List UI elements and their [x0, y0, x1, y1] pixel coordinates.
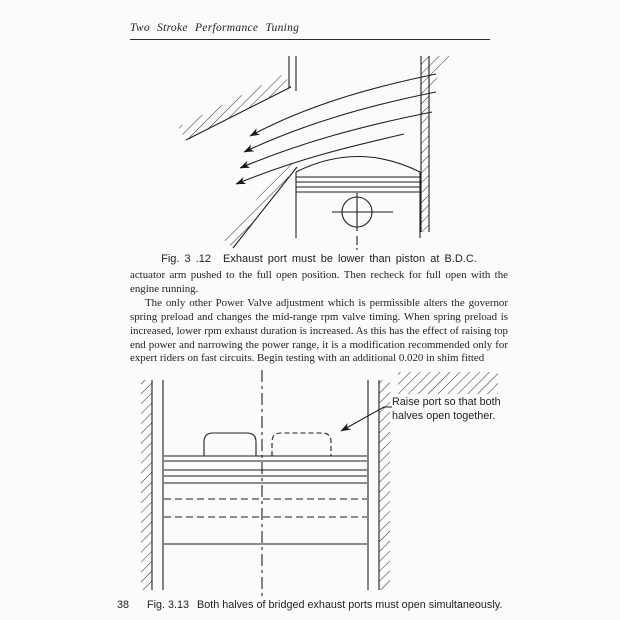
exhaust-duct-floor: [224, 160, 297, 248]
figure-3-13-label: Fig. 3.13: [147, 599, 190, 611]
port-half-solid: [204, 433, 256, 456]
figure-3-12-caption-text: Exhaust port must be lower than piston at B.D.C.: [223, 253, 477, 265]
body-text: [130, 269, 508, 366]
wall-section-hatch: [398, 372, 498, 394]
cylinder-wall-right: [421, 56, 452, 232]
paragraph-1: actuator arm pushed to the full open position. Then recheck for full open with the engine running.: [130, 269, 508, 295]
port-half-raised-dashed: [272, 433, 331, 456]
annotation-line-2: halves open together.: [392, 410, 496, 422]
figure-3-12-caption: [130, 253, 508, 265]
piston: [164, 456, 367, 544]
running-header: Two Stroke Performance Tuning: [130, 22, 300, 34]
figure-3-12-drawing: [150, 46, 510, 252]
annotation-line-1: Raise port so that both: [392, 396, 501, 408]
header-rule: [130, 39, 490, 40]
gudgeon-pin: [332, 193, 393, 250]
figure-3-13-annotation: [392, 395, 501, 423]
figure-3-12-label: Fig. 3 .12: [161, 253, 211, 265]
cylinder-wall-left: [141, 380, 163, 590]
footer-caption: [117, 599, 502, 611]
exhaust-duct-roof: [178, 74, 291, 140]
figure-3-13-caption-text: Both halves of bridged exhaust ports must open simultaneously.: [197, 599, 503, 611]
paragraph-2: The only other Power Valve adjustment which is permissible alters the governor spring preload and changes the mid-range rpm valve timing. When spring preload is increased, lower rpm exhaust duration is increased. As this has the effect of raising top end power and narrowing the power range, it is a modification recommended only for expert riders on fast circuits. Begin testing with an additional 0.020 in shim fitted: [130, 296, 508, 365]
page-number: 38: [117, 599, 130, 611]
